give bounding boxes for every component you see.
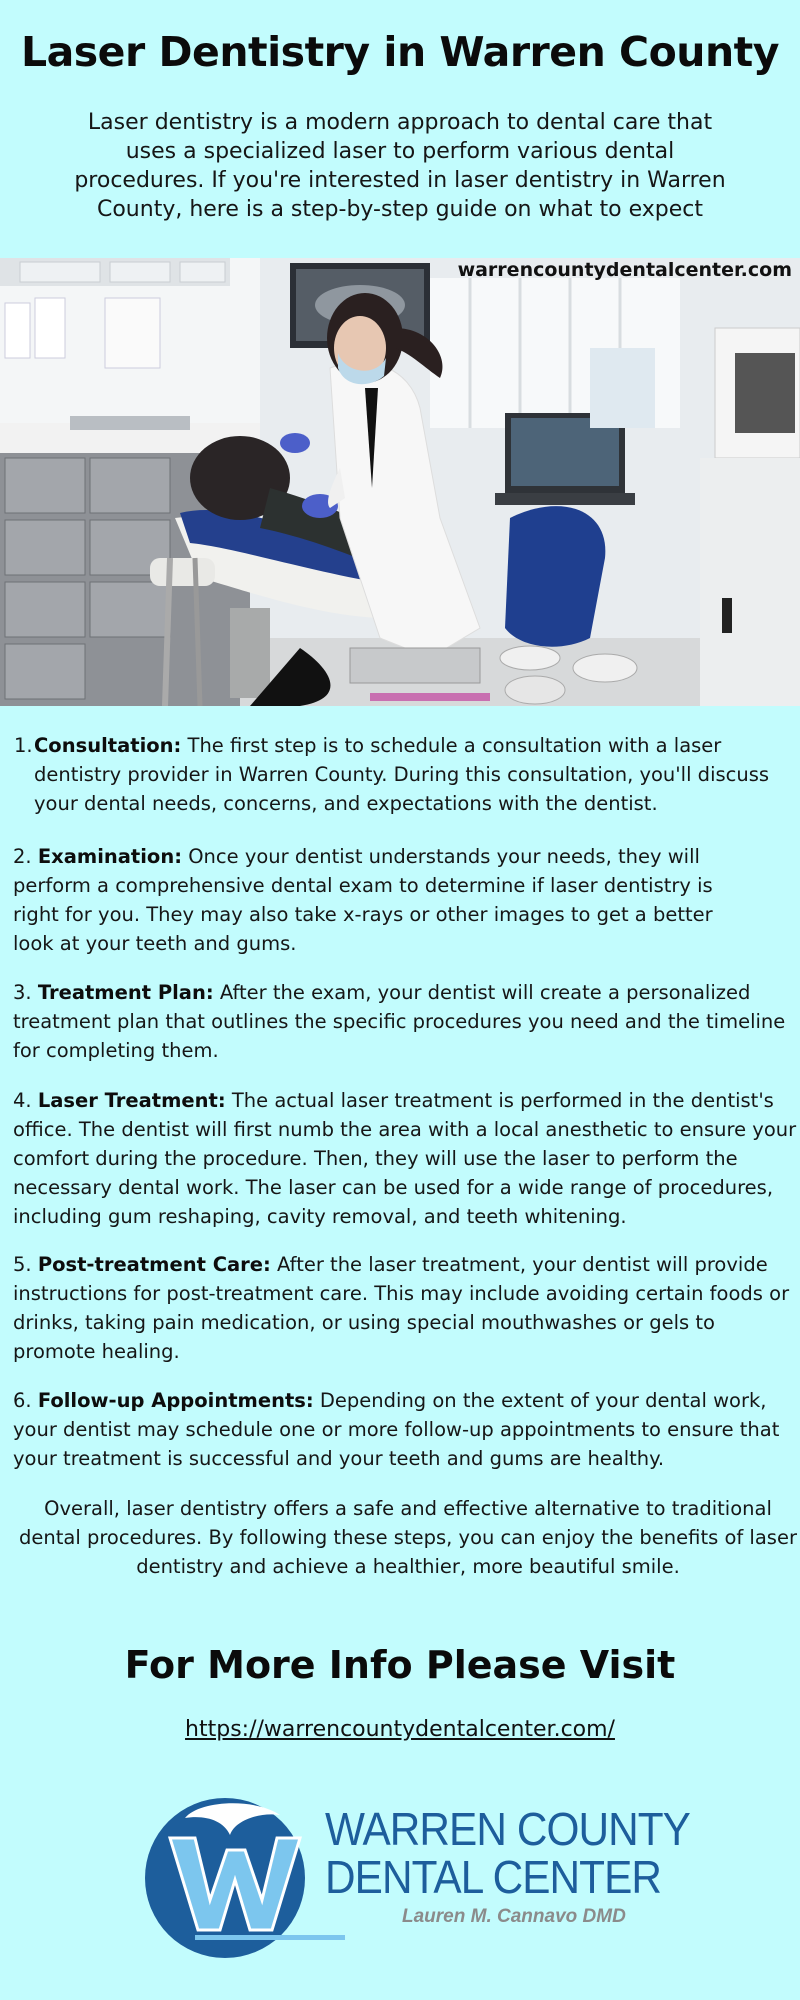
step-text: The first step is to schedule a consultation with a laser dentistry provider in Warren County. During this consultation, you'll discuss your dental needs, concerns, and expectations with the dentist.: [34, 734, 770, 815]
step-examination: [13, 842, 723, 958]
step-heading: Treatment Plan:: [37, 981, 214, 1004]
step-number: 1.: [14, 734, 33, 757]
logo-text-line2: DENTAL CENTER: [325, 1851, 662, 1903]
page-title: Laser Dentistry in Warren County: [20, 28, 779, 76]
w-tooth-logo-icon: [135, 1790, 345, 1960]
clinic-logo: [130, 1782, 690, 1962]
step-text: Once your dentist understands your needs, they will perform a comprehensive dental exam to determine if laser dentistry is right for you. They may also take x-rays or other images to get a better look at your teeth and gums.: [13, 845, 713, 955]
step-number: 2.: [13, 845, 32, 868]
dental-office-photo: [0, 258, 800, 706]
step-laser-treatment: [13, 1086, 800, 1231]
step-number: 4.: [13, 1089, 32, 1112]
step-text: After the exam, your dentist will create a personalized treatment plan that outlines the specific procedures you need and the timeline for completing them.: [13, 981, 786, 1062]
website-link-container: [0, 1717, 800, 1742]
step-post-treatment-care: [13, 1250, 800, 1366]
step-text: The actual laser treatment is performed in the dentist's office. The dentist will first numb the area with a local anesthetic to ensure your comfort during the procedure. Then, they will use the laser to perform the necessary dental work. The laser can be used for a wide range of procedures, including gum reshaping, cavity removal, and teeth whitening.: [13, 1089, 797, 1228]
logo-subtitle: Lauren M. Cannavo DMD: [402, 1906, 626, 1927]
step-text: Depending on the extent of your dental work, your dentist may schedule one or more follow-up appointments to ensure that your treatment is successful and your teeth and gums are healthy.: [13, 1389, 780, 1470]
intro-paragraph: Laser dentistry is a modern approach to dental care that uses a specialized laser to perform various dental procedures. If you're interested in laser dentistry in Warren County, here is a step-by-step guide on what to expect: [74, 110, 726, 222]
photo-watermark: warrencountydentalcenter.com: [457, 259, 792, 281]
summary-paragraph: Overall, laser dentistry offers a safe and effective alternative to traditional dental procedures. By following these steps, you can enjoy the benefits of laser dentistry and achieve a healthier, more beautiful smile.: [19, 1497, 797, 1578]
step-heading: Follow-up Appointments:: [37, 1389, 314, 1412]
dentist-patient-illustration: [0, 258, 800, 706]
step-number: 3.: [13, 981, 32, 1004]
logo-text-line1: WARREN COUNTY: [325, 1803, 690, 1855]
step-heading: Consultation:: [34, 734, 182, 757]
step-heading: Examination:: [37, 845, 182, 868]
step-number: 6.: [13, 1389, 32, 1412]
step-heading: Laser Treatment:: [37, 1089, 226, 1112]
step-text: After the laser treatment, your dentist will provide instructions for post-treatment care. This may include avoiding certain foods or drinks, taking pain medication, or using special mouthwashes or gels to promote healing.: [13, 1253, 790, 1363]
visit-heading: For More Info Please Visit: [124, 1643, 676, 1687]
step-heading: Post-treatment Care:: [37, 1253, 271, 1276]
step-treatment-plan: [13, 978, 798, 1065]
website-link[interactable]: https://warrencountydentalcenter.com/: [185, 1717, 615, 1742]
step-follow-up-appointments: [13, 1386, 800, 1473]
step-consultation: [14, 731, 796, 818]
step-number: 5.: [13, 1253, 32, 1276]
